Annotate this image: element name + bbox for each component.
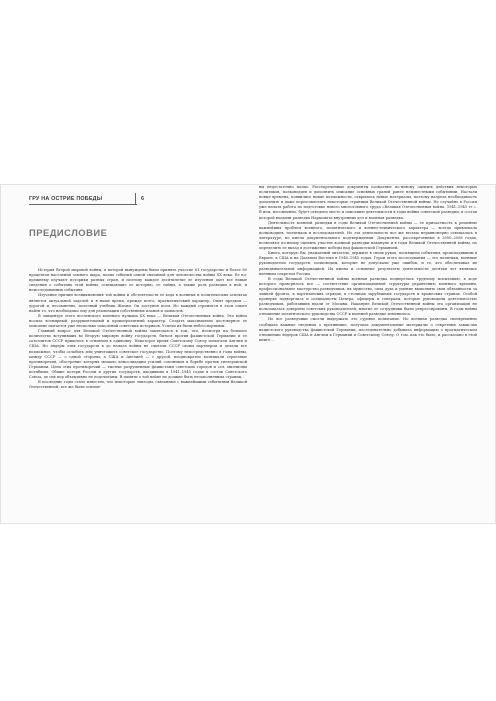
paragraph: Главный вопрос для Великой Отечественной войны заключался в том, что, несмотря на большое количество вступивших во Вторую мировую войну государств, биться против фашистской Германии и ее сателлитов СССР пришлось в основном в одиночку. Некоторое время Советскому Союзу помогали Англия и США. Но лидеры этих государств в до начала войны не считали СССР своим партнером и делали все возможное, чтобы ослабить или уничтожить советское государство. Поэтому непосредственно в годы войны, между СССР — с одной стороны, а США и Англией — с другой, неоднократно возникали серьезные противоречия, обострение которых мешало консолидации усилий союзников в борьбе против гитлеровской Германии. Цена этих противоречий — тысячи разрушенных фашистами советских городов и сел, миллионы погибших. Общие потери России и других государств, входивших в 1941–1945 годах в состав Советского Союза, до сих пор объективно не подсчитаны. В памяти о той войне не должно быть незаполненных страниц…	[29, 329, 247, 379]
header-rule	[29, 204, 137, 205]
paragraph: Книга, которую Вы, уважаемый читатель, держите в своих руках, посвящена событиям, происходившим в Европе, в США и на Дальнем Востоке в 1940–1945 годах. Герои этого исследования — это политики, военные руководители государств, полководцы, которые не допускали уже ошибок, и те, кто обеспечивал их разведывательной информацией. Их имена и основные результаты деятельности десятки лет являлись военным секретом России.	[259, 251, 477, 276]
text-column-left	[29, 268, 247, 390]
paragraph: Деятельность военной разведки в годы Великой Отечественной войны — ее причастность к решению важнейших проблем военного, политического и военно-технического характера — всегда привлекала полководцев, политиков и исследователей. Но эта деятельность все же весьма неравномерно освещалась в литературе, не имела документального подтверждения. Документы, рассекреченные в 2000–2008 годах, позволяют по-иному оценить участие военной разведки накануне и в годы Великой Отечественной войны, по определить ее вклад в достижение победы над фашистской Германией.	[259, 220, 477, 251]
paragraph: В последние годы стало известно, что некоторые эпизоды, связанные с важнейшими событиями Великой Отечественной, все же были освеще-	[29, 380, 247, 390]
paragraph: ны недостаточно полно. Рассекреченные документы позволяют по-новому оценить действия некоторых политиков, полководцев и дополнить описание основных граней ранее неизвестными событиями. Настали новые времена, появились новые возможности, открылись новые материалы, поэтому назрела необходимость дополнить и даже переосмыслить некоторые страницы Великой Отечественной войны. Не случайно в России уже начата работа по подготовке нового многотомного труда «Великая Отечественная война. 1941–1945 гг.». В нем, несомненно, будет отведено место и описанию деятельности в годы войны советской разведки, в состав которой входили разведка Наркомата внутренних дел и военная разведка.	[259, 185, 477, 220]
paragraph: Изучение причин возникновения той войны и обстоятельств ее хода в военных и политических аспектах является актуальной задачей и в наше время, прежде всего, прагматический характер. Опыт предков — дорогой и, несомненно, полезный учебник Жизни. Он доступен всем. Но каждый стремится в этом опыте найти то, что необходимо ему для реализации собственных планов и замыслов.	[29, 293, 247, 313]
text-column-right	[259, 185, 477, 343]
paragraph: В годы Великой Отечественной войны военная разведка подверглась трудному испытанию, в ходе которого проверялось все — соответствие организационной структуры управлению военного времени, профессиональное мастерство разведчиков, их мужество, сила духа и умение выполнять свои обязанности за линией фронта, в партизанских отрядах, в столицах зарубежных государств и вражеских странах. Особой проверке подверглись и специалисты Центра, офицеры и генералы, которые руководили деятельностью разведчиков, работавших вдали от Москвы. Накануне Великой Отечественной войны эта организация не пользовалась доверием советских руководителей, многие ее сотрудники были репрессированы. В годы войны отношение политического руководства СССР к военной разведке изменилось.	[259, 276, 477, 317]
header-divider	[135, 193, 136, 204]
paragraph: В эпицентре этого вселенского военного вулкана XX века — Великая Отечественная война. Эта война носила всемирный, разрушительный и кровопролитный характер. Создать максимально достоверное ее описание пытается уже несколько поколений советских историков. Успехи их были небесспорными.	[29, 313, 247, 329]
running-title: ГРУ НА ОСТРИЕ ПОБЕДЫ	[29, 196, 103, 202]
page-number: 6	[141, 196, 144, 202]
paragraph: Но все разведчики смогли выдержать это суровое испытание. Но военная разведка своевременно сообщала важные сведения о противнике, получала документальные материалы о секретных замыслах нацистского руководства фашистской Германии, последовательно добывала информацию о прагматическом отношении лидеров США и Англии к Германии и Советскому Союзу. О том, как это было, и рассказано в этой книге…	[259, 317, 477, 342]
chapter-title: ПРЕДИСЛОВИЕ	[29, 227, 108, 238]
paragraph: История Второй мировой войны, в которой вынуждены были принять участие 61 государство и более 80 процентов населения земного шара, полна событий самой значимой для человечества войны XX века. Ее по-прежнему изучают историки разных стран, и поэтому каждое десятилетие ее изучения дает все новые сведения о событиях этой войны, освещающие ее историю, ее тайны, а также роль разведки в ней, и неисследованных событиях.	[29, 268, 247, 293]
